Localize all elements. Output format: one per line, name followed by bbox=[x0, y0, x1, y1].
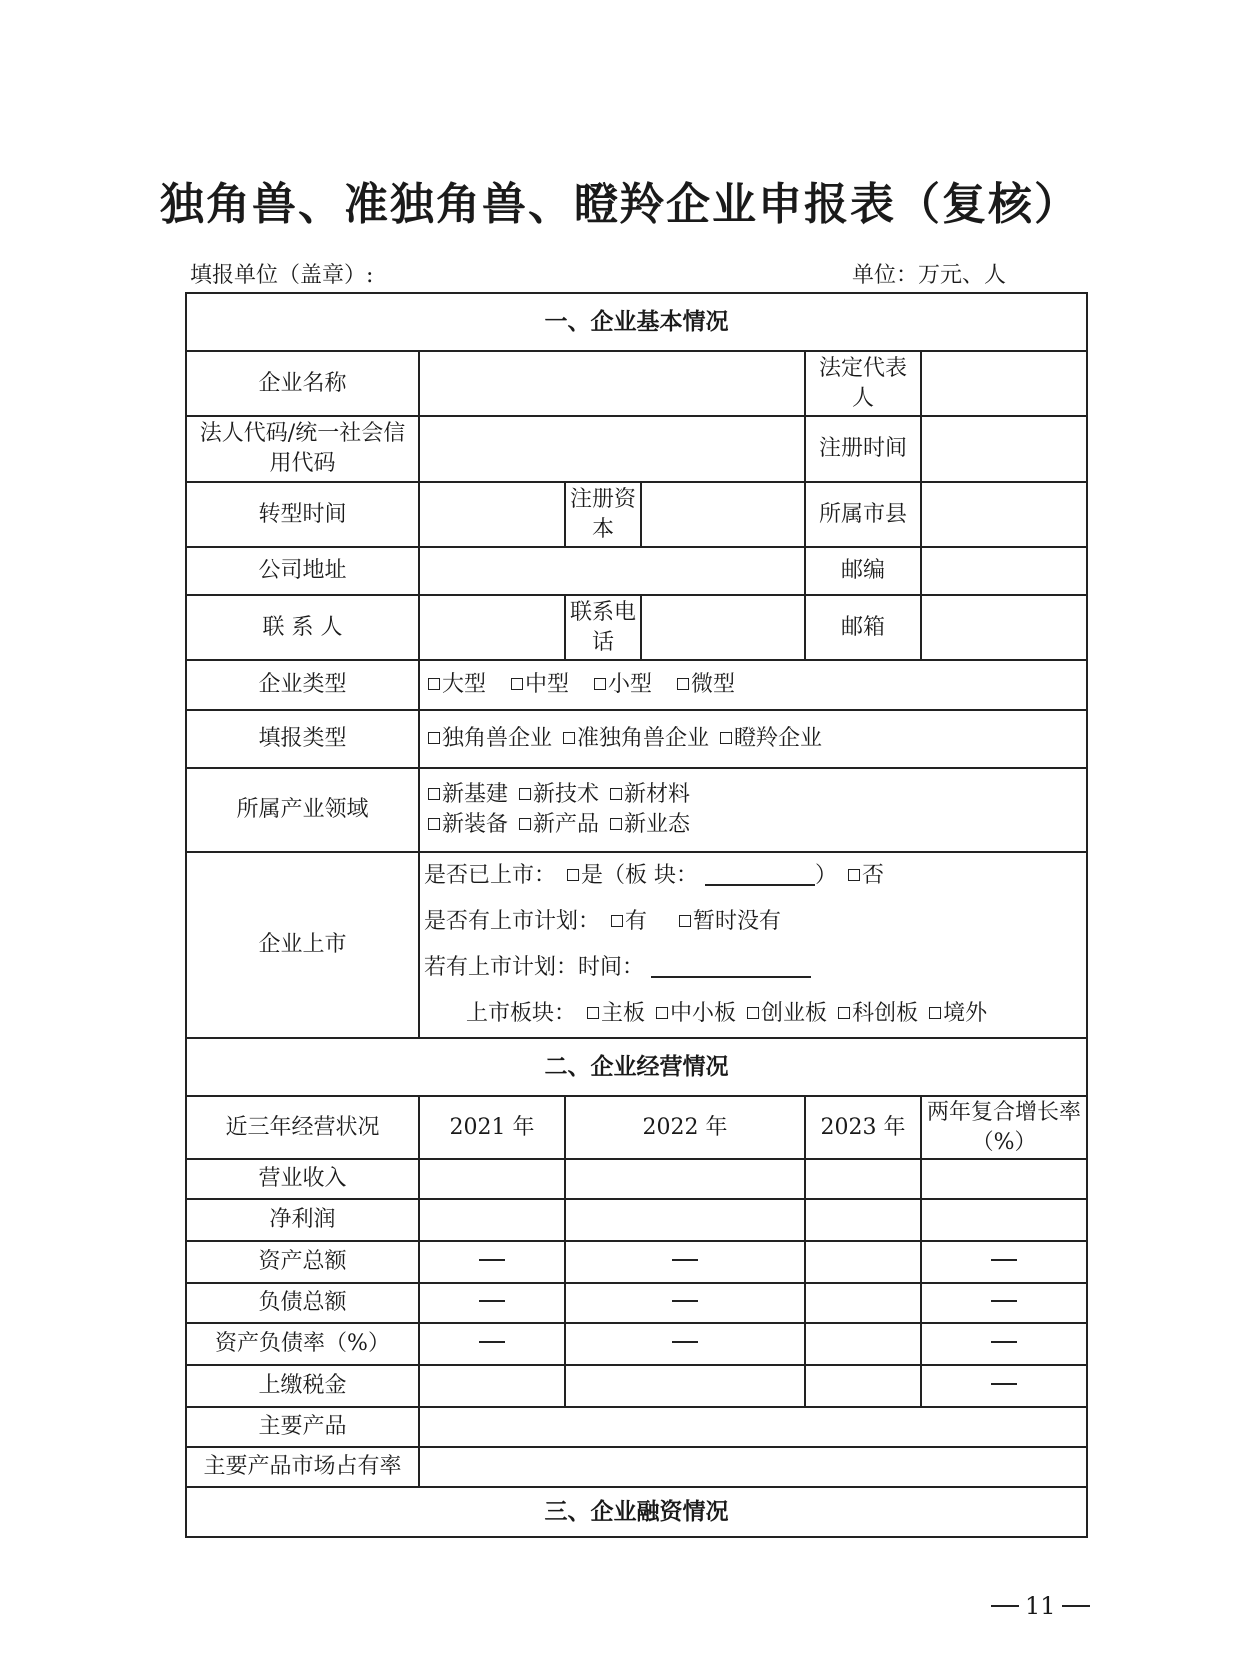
fill-unit-label: 填报单位（盖章）: bbox=[190, 263, 374, 288]
ops-header-status: 近三年经营状况 bbox=[186, 1096, 419, 1159]
dash-mark bbox=[672, 1341, 698, 1343]
section-basic-info: 一、企业基本情况 bbox=[186, 293, 1087, 351]
checkbox-icon bbox=[747, 1007, 759, 1019]
phone-label: 联系电话 bbox=[565, 595, 641, 660]
option-large[interactable]: 大型 bbox=[424, 672, 486, 697]
checkbox-icon bbox=[428, 678, 440, 690]
not-applicable-cell bbox=[419, 1283, 565, 1323]
dash-mark bbox=[991, 1341, 1017, 1343]
ops-row-total-assets-label: 资产总额 bbox=[186, 1241, 419, 1283]
ops-row-revenue-label: 营业收入 bbox=[186, 1159, 419, 1199]
phone-field[interactable] bbox=[641, 595, 805, 660]
taxes-2022-field[interactable] bbox=[565, 1365, 805, 1407]
dash-mark bbox=[672, 1300, 698, 1302]
net-profit-growth-field[interactable] bbox=[921, 1199, 1087, 1241]
revenue-2023-field[interactable] bbox=[805, 1159, 921, 1199]
ops-row-taxes-label: 上缴税金 bbox=[186, 1365, 419, 1407]
not-applicable-cell bbox=[419, 1241, 565, 1283]
ops-header-2022: 2022 年 bbox=[565, 1096, 805, 1159]
legal-rep-field[interactable] bbox=[921, 351, 1087, 416]
transform-time-field[interactable] bbox=[419, 482, 565, 547]
checkbox-icon bbox=[838, 1007, 850, 1019]
revenue-2022-field[interactable] bbox=[565, 1159, 805, 1199]
ops-header-2023: 2023 年 bbox=[805, 1096, 921, 1159]
credit-code-field[interactable] bbox=[419, 416, 805, 482]
option-micro[interactable]: 微型 bbox=[673, 672, 735, 697]
revenue-2021-field[interactable] bbox=[419, 1159, 565, 1199]
contact-field[interactable] bbox=[419, 595, 565, 660]
city-field[interactable] bbox=[921, 482, 1087, 547]
checkbox-icon bbox=[567, 869, 579, 881]
reg-capital-field[interactable] bbox=[641, 482, 805, 547]
industry-row-1 bbox=[424, 780, 1082, 810]
market-share-field[interactable] bbox=[419, 1447, 1087, 1487]
checkbox-icon bbox=[519, 788, 531, 800]
email-field[interactable] bbox=[921, 595, 1087, 660]
taxes-2021-field[interactable] bbox=[419, 1365, 565, 1407]
option-new-products[interactable]: 新产品 bbox=[515, 812, 599, 837]
dash-mark bbox=[672, 1259, 698, 1261]
reg-capital-label: 注册资本 bbox=[565, 482, 641, 547]
ops-row-total-liabilities-label: 负债总额 bbox=[186, 1283, 419, 1323]
listing-status-line: 是否已上市： 是（板 块： ） 否 bbox=[424, 863, 885, 888]
not-applicable-cell bbox=[565, 1283, 805, 1323]
checkbox-icon bbox=[428, 732, 440, 744]
taxes-2023-field[interactable] bbox=[805, 1365, 921, 1407]
checkbox-icon bbox=[563, 732, 575, 744]
option-new-materials[interactable]: 新材料 bbox=[606, 782, 690, 807]
dash-mark bbox=[991, 1300, 1017, 1302]
option-new-technology[interactable]: 新技术 bbox=[515, 782, 599, 807]
section-financing: 三、企业融资情况 bbox=[186, 1487, 1087, 1537]
checkbox-icon bbox=[679, 915, 691, 927]
not-applicable-cell bbox=[565, 1323, 805, 1365]
dash-mark bbox=[1062, 1605, 1090, 1607]
address-label: 公司地址 bbox=[186, 547, 419, 595]
postcode-field[interactable] bbox=[921, 547, 1087, 595]
not-applicable-cell bbox=[565, 1241, 805, 1283]
option-plan-none[interactable]: 暂时没有 bbox=[675, 909, 781, 934]
industry-label: 所属产业领域 bbox=[186, 768, 419, 852]
main-product-label: 主要产品 bbox=[186, 1407, 419, 1447]
option-chinext[interactable]: 创业板 bbox=[743, 1001, 827, 1026]
reg-time-field[interactable] bbox=[921, 416, 1087, 482]
option-unicorn[interactable]: 独角兽企业 bbox=[424, 726, 552, 751]
checkbox-icon bbox=[656, 1007, 668, 1019]
option-medium[interactable]: 中型 bbox=[507, 672, 569, 697]
option-quasi-unicorn[interactable]: 准独角兽企业 bbox=[559, 726, 709, 751]
checkbox-icon bbox=[720, 732, 732, 744]
main-product-field[interactable] bbox=[419, 1407, 1087, 1447]
industry-row-2 bbox=[424, 810, 1082, 840]
checkbox-icon bbox=[511, 678, 523, 690]
checkbox-icon bbox=[587, 1007, 599, 1019]
listing-time-field[interactable] bbox=[651, 956, 811, 978]
company-name-label: 企业名称 bbox=[186, 351, 419, 416]
form-title: 独角兽、准独角兽、瞪羚企业申报表（复核） bbox=[160, 179, 1080, 230]
not-applicable-cell bbox=[419, 1323, 565, 1365]
revenue-growth-field[interactable] bbox=[921, 1159, 1087, 1199]
option-listed-no[interactable]: 否 bbox=[844, 863, 884, 888]
transform-time-label: 转型时间 bbox=[186, 482, 419, 547]
ops-header-2021: 2021 年 bbox=[419, 1096, 565, 1159]
total-liabilities-2023-field[interactable] bbox=[805, 1283, 921, 1323]
section-operations: 二、企业经营情况 bbox=[186, 1038, 1087, 1096]
not-applicable-cell bbox=[921, 1283, 1087, 1323]
checkbox-icon bbox=[428, 818, 440, 830]
option-overseas[interactable]: 境外 bbox=[925, 1001, 987, 1026]
option-sme-board[interactable]: 中小板 bbox=[652, 1001, 736, 1026]
checkbox-icon bbox=[428, 788, 440, 800]
dash-mark bbox=[479, 1259, 505, 1261]
option-main-board[interactable]: 主板 bbox=[583, 1001, 645, 1026]
dash-mark bbox=[991, 1383, 1017, 1385]
option-new-business-forms[interactable]: 新业态 bbox=[606, 812, 690, 837]
listing-options bbox=[419, 852, 1087, 1038]
not-applicable-cell bbox=[921, 1365, 1087, 1407]
address-field[interactable] bbox=[419, 547, 805, 595]
net-profit-2022-field[interactable] bbox=[565, 1199, 805, 1241]
listing-label: 企业上市 bbox=[186, 852, 419, 1038]
market-share-label: 主要产品市场占有率 bbox=[186, 1447, 419, 1487]
checkbox-icon bbox=[611, 915, 623, 927]
not-applicable-cell bbox=[921, 1241, 1087, 1283]
ops-header-growth: 两年复合增长率（%） bbox=[921, 1096, 1087, 1159]
dash-mark bbox=[479, 1300, 505, 1302]
listing-plan-line: 是否有上市计划： 有 暂时没有 bbox=[424, 909, 782, 934]
option-new-infrastructure[interactable]: 新基建 bbox=[424, 782, 508, 807]
checkbox-icon bbox=[929, 1007, 941, 1019]
checkbox-icon bbox=[610, 788, 622, 800]
application-form-table bbox=[185, 292, 1088, 1538]
page-number: 11 bbox=[985, 1592, 1096, 1620]
report-type-label: 填报类型 bbox=[186, 710, 419, 768]
option-star-market[interactable]: 科创板 bbox=[834, 1001, 918, 1026]
dash-mark bbox=[991, 1259, 1017, 1261]
enterprise-type-options bbox=[419, 660, 1087, 710]
postcode-label: 邮编 bbox=[805, 547, 921, 595]
checkbox-icon bbox=[677, 678, 689, 690]
listing-board-line: 上市板块： 主板 中小板 创业板 科创板 境外 bbox=[466, 1001, 988, 1026]
dash-mark bbox=[479, 1341, 505, 1343]
checkbox-icon bbox=[594, 678, 606, 690]
debt-ratio-2023-field[interactable] bbox=[805, 1323, 921, 1365]
option-plan-yes[interactable]: 有 bbox=[607, 909, 647, 934]
checkbox-icon bbox=[848, 869, 860, 881]
total-assets-2023-field[interactable] bbox=[805, 1241, 921, 1283]
net-profit-2023-field[interactable] bbox=[805, 1199, 921, 1241]
checkbox-icon bbox=[519, 818, 531, 830]
email-label: 邮箱 bbox=[805, 595, 921, 660]
option-gazelle[interactable]: 瞪羚企业 bbox=[716, 726, 822, 751]
ops-row-net-profit-label: 净利润 bbox=[186, 1199, 419, 1241]
industry-options bbox=[419, 768, 1087, 852]
option-listed-yes[interactable]: 是（板 块： bbox=[563, 863, 698, 888]
checkbox-icon bbox=[610, 818, 622, 830]
units-label: 单位：万元、人 bbox=[852, 263, 1007, 288]
option-small[interactable]: 小型 bbox=[590, 672, 652, 697]
not-applicable-cell bbox=[921, 1323, 1087, 1365]
credit-code-label: 法人代码/统一社会信用代码 bbox=[186, 416, 419, 482]
listing-time-line: 若有上市计划：时间： bbox=[424, 945, 1082, 991]
enterprise-type-label: 企业类型 bbox=[186, 660, 419, 710]
report-type-options bbox=[419, 710, 1087, 768]
option-new-equipment[interactable]: 新装备 bbox=[424, 812, 508, 837]
contact-label: 联 系 人 bbox=[186, 595, 419, 660]
reg-time-label: 注册时间 bbox=[805, 416, 921, 482]
city-label: 所属市县 bbox=[805, 482, 921, 547]
legal-rep-label: 法定代表人 bbox=[805, 351, 921, 416]
company-name-field[interactable] bbox=[419, 351, 805, 416]
dash-mark bbox=[991, 1605, 1019, 1607]
net-profit-2021-field[interactable] bbox=[419, 1199, 565, 1241]
board-blank-field[interactable] bbox=[705, 864, 815, 886]
ops-row-debt-ratio-label: 资产负债率（%） bbox=[186, 1323, 419, 1365]
